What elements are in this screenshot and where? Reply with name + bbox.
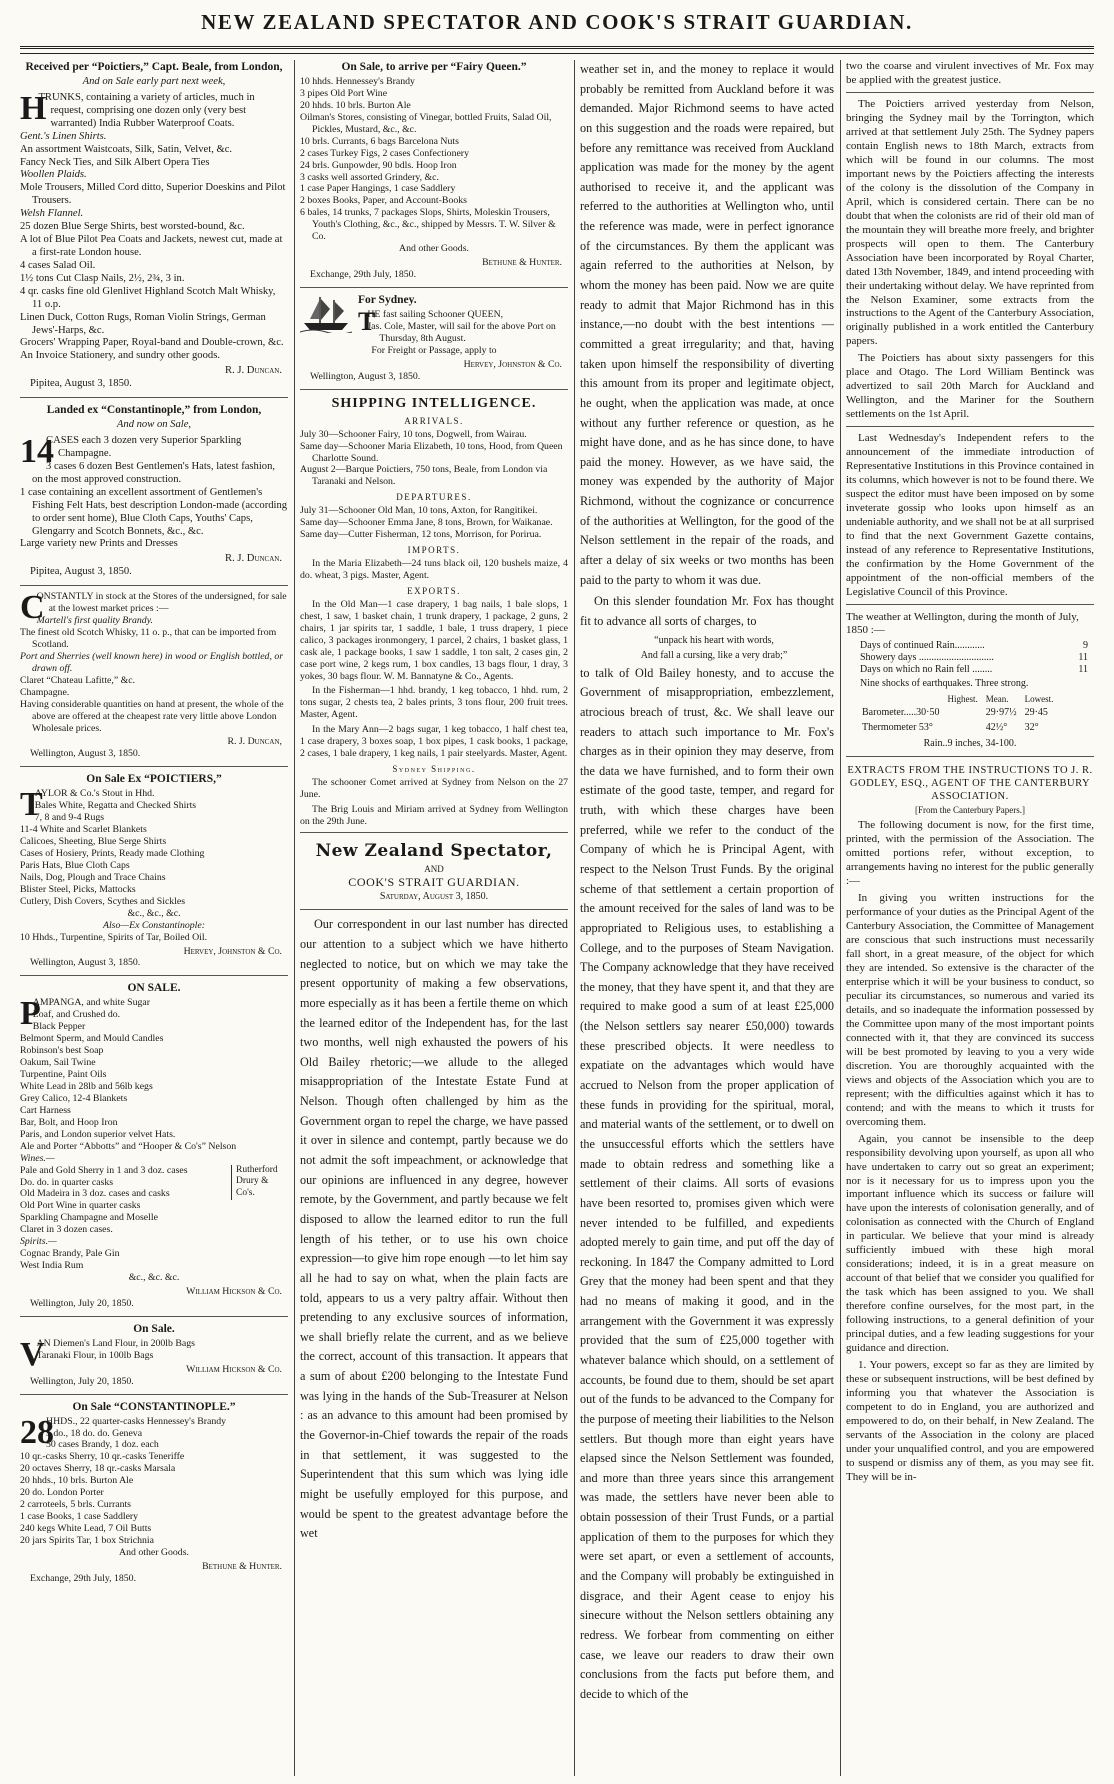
imports-entry: In the Maria Elizabeth—24 tuns black oil, 120 bushels maize, 4 do. wheat, 3 pigs. Master, Agent. bbox=[300, 558, 568, 582]
weather-label: Days of continued Rain............ bbox=[860, 639, 985, 651]
advert-line: Spirits.— bbox=[20, 1236, 57, 1248]
issue-date: Saturday, August 3, 1850. bbox=[379, 891, 489, 903]
advert-line: Port and Sherries (well known here) in wood or English bottled, or drawn off. bbox=[20, 650, 284, 674]
advert-line: AYLOR & Co.'s Stout in Hhd. bbox=[34, 788, 155, 800]
weather-row bbox=[860, 652, 1088, 664]
advert-line: Turpentine, Paint Oils bbox=[20, 1069, 107, 1081]
drop-cap: V bbox=[20, 1335, 45, 1373]
advert-line: 20 jars Spirits Tar, 1 box Strichnia bbox=[20, 1534, 154, 1546]
advert-heading: Landed ex “Constantinople,” from London, bbox=[46, 404, 262, 417]
ship-advert-text bbox=[358, 293, 568, 345]
departure-entry: Same day—Schooner Emma Jane, 8 tons, Brown, for Waikanae. bbox=[300, 517, 553, 529]
imports-heading: IMPORTS. bbox=[407, 545, 461, 556]
exports-heading: EXPORTS. bbox=[407, 585, 461, 596]
advert-date: Wellington, August 3, 1850. bbox=[310, 370, 421, 382]
section-divider bbox=[300, 832, 568, 833]
advert-line: &c., &c., &c. bbox=[127, 907, 181, 919]
weather-table-cell: Thermometer 53° bbox=[862, 721, 933, 733]
advert-line: Welsh Flannel. bbox=[20, 208, 84, 220]
advert-line: 10 qr.-casks Sherry, 10 qr.-casks Teneriffe bbox=[20, 1451, 185, 1463]
weather-label: Showery days .............................. bbox=[860, 651, 994, 663]
wine-list bbox=[20, 1165, 231, 1201]
weather-table bbox=[860, 692, 1061, 735]
advert-line: Belmont Sperm, and Mould Candles bbox=[20, 1033, 164, 1045]
advert-line: 4 qr. casks fine old Glenlivet Highland Scotch Malt Whisky, 11 o.p. bbox=[20, 285, 276, 310]
advert-constantly-in-stock bbox=[20, 591, 288, 760]
section-divider bbox=[846, 92, 1094, 93]
article-paragraph: weather set in, and the money to replace it would probably be remitted from Auckland before it was demanded. Major Richmond seems to have acted on this suggestion and the roads were repaired, but before any remittance was received from Auckland application was made for the money by the agent authorised to receive it, and the applicant was referred to the authorities at Wellington who, until the reference was made, were in perfect ignorance of the circumstances. By them the applicant was again referred to the authorities at Nelson, by whom the money has been paid. Now we are quite ready to admit that Major Richmond has in this instance,—no doubt with the best intentions — committed a great irregularity; and that, having taken upon himself the responsibility of diverting this amount from its proper and legitimate object, he ought, when the application was made, at once without any further reference or question, as he might have done, and as he has since done, to have paid the money. However, as we have said, the money was expended by the authority of Major Richmond, without the cognizance or concurrence of the authorities at Wellington, for the good of the Nelson settlement in the repair of the roads, and after a delay of six weeks or two months has been paid to the party to whom it was due. bbox=[580, 62, 834, 587]
departure-entry: Same day—Cutter Fisherman, 12 tons, Morrison, for Porirua. bbox=[300, 529, 542, 541]
masthead: NEW ZEALAND SPECTATOR AND COOK'S STRAIT GUARDIAN. bbox=[201, 10, 913, 34]
advert-signature: R. J. Duncan, bbox=[227, 736, 282, 748]
advert-line: For Freight or Passage, apply to bbox=[371, 344, 497, 356]
earthquake-note: Nine shocks of earthquakes. Three strong. bbox=[860, 678, 1029, 690]
exports-entry: In the Old Man—1 case drapery, 1 bag nails, 1 bale slops, 1 chest, 1 saw, 1 basket chain, 1 trunk drapery, 1 package, 2 guns, 2 chairs, 1 jar spirits tar, 1 saddle, 1 bale, 1 truss drapery, 1 piece calico, 3 packages ironmongery, 1 parcel, 2 chairs, 1 basket glass, 1 cask ale, 1 package books, 1 saw 1 saddle, 1 ton salt, 2 cases gin, 2 case port wine, 2 kegs rum, 1 box candles, 13 bags flour, 1 dray, 3 yokes, 30 bags flour. W. M. Bannatyne & Co., Agents. bbox=[300, 598, 568, 682]
advert-poictiers-duncan bbox=[20, 60, 288, 391]
advert-line: Mole Trousers, Milled Cord ditto, Superior Doeskins and Pilot Trousers. bbox=[20, 182, 286, 207]
advert-line: 11-4 White and Scarlet Blankets bbox=[20, 824, 147, 836]
article-paragraph: On this slender foundation Mr. Fox has thought fit to advance all sorts of charges, to bbox=[580, 594, 834, 628]
masthead-rule bbox=[20, 46, 1094, 49]
weather-table-row bbox=[862, 707, 1059, 719]
weather-table-cell: 29·97½ bbox=[985, 707, 1017, 719]
sydney-shipping-heading: Sydney Shipping. bbox=[392, 764, 476, 775]
advert-on-sale-hickson bbox=[20, 981, 288, 1309]
weather-table-cell: 42½° bbox=[985, 721, 1008, 733]
ship-advert-row bbox=[300, 293, 568, 345]
news-paragraph-passengers: The Poictiers has about sixty passengers for this place and Otago. The Lord William Bentinck was advertized to sail 20th March for Auckland and Wellington, and the Mariner for the Southern settlements on the 1st April. bbox=[846, 352, 1094, 421]
extract-paragraph: 1. Your powers, except so far as they are limited by these or subsequent instructions, will be best defined by informing you that whatever the Association is competent to do in England, you are authorized and empowered to do, on their behalf, in New Zealand. The servants of the Association in the colony are placed under your unqualified control, and you are empowered to suspend or dismiss any of them, as you may see fit. They will be in- bbox=[846, 1359, 1094, 1483]
weather-table-cell: Barometer.....30·50 bbox=[862, 707, 940, 719]
advert-line: 10 Hhds., Turpentine, Spirits of Tar, Boiled Oil. bbox=[20, 931, 208, 943]
advert-line: Having considerable quantities on hand at present, the whole of the above are offered at the cheapest rate very little above London Wholesale prices. bbox=[20, 698, 284, 734]
advert-subheading: And on Sale early part next week, bbox=[82, 76, 226, 88]
advert-line: Taranaki Flour, in 100lb Bags bbox=[36, 1349, 154, 1361]
weather-value: 11 bbox=[1078, 651, 1088, 663]
weather-table-cell bbox=[862, 694, 945, 705]
advert-line: Bar, Bolt, and Hoop Iron bbox=[20, 1116, 118, 1128]
advert-line: Old Madeira in 3 doz. cases and casks bbox=[20, 1188, 170, 1200]
advert-line: 1½ tons Cut Clasp Nails, 2½, 2¾, 3 in. bbox=[20, 272, 185, 284]
column-divider bbox=[294, 60, 295, 1776]
advert-line: 4 cases Salad Oil. bbox=[20, 259, 96, 271]
extract-heading: EXTRACTS FROM THE INSTRUCTIONS TO J. R. GODLEY, ESQ., AGENT OF THE CANTERBURY ASSOCIATION. bbox=[847, 764, 1093, 802]
advert-line: 50 cases Brandy, 1 doz. each bbox=[46, 1439, 159, 1451]
sydney-shipping-entry: The Brig Louis and Miriam arrived at Sydney from Wellington on the 29th June. bbox=[300, 803, 568, 827]
advert-line: 6 bales, 14 trunks, 7 packages Slops, Shirts, Moleskin Trousers, Youth's Clothing, &c., &c., shipped by Messrs. T. W. Silver & Co. bbox=[300, 207, 556, 243]
shipping-intelligence bbox=[300, 395, 568, 828]
advert-heading: On Sale, to arrive per “Fairy Queen.” bbox=[341, 61, 527, 73]
advert-signature: Bethune & Hunter. bbox=[202, 1560, 282, 1572]
weather-label: Days on which no Rain fell ........ bbox=[860, 664, 993, 676]
advert-line: 10 hhds. Hennessey's Brandy bbox=[300, 76, 415, 88]
advert-constantinople-bethune bbox=[20, 1400, 288, 1585]
arrival-entry: July 30—Schooner Fairy, 10 tons, Dogwell, from Wairau. bbox=[300, 428, 527, 440]
advert-line: An Invoice Stationery, and sundry other goods. bbox=[20, 350, 220, 362]
weather-heading: The weather at Wellington, during the month of July, 1850 :— bbox=[846, 610, 1079, 637]
advert-line: 3 casks well assorted Grindery, &c. bbox=[300, 171, 439, 183]
advert-line: 20 hhds. 10 brls. Burton Ale bbox=[300, 99, 411, 111]
advert-line: Bales White, Regatta and Checked Shirts bbox=[34, 800, 197, 812]
advert-heading: On Sale “CONSTANTINOPLE.” bbox=[72, 1400, 236, 1413]
advert-fairy-queen bbox=[300, 60, 568, 281]
advert-divider bbox=[300, 287, 568, 288]
advert-signature: R. J. Duncan. bbox=[225, 553, 282, 565]
advert-date: Pipitea, August 3, 1850. bbox=[30, 378, 132, 390]
column-divider bbox=[574, 60, 575, 1776]
advert-line: Robinson's best Soap bbox=[20, 1045, 104, 1057]
drop-cap: H bbox=[20, 89, 47, 127]
advert-line: Black Pepper bbox=[32, 1021, 86, 1033]
weather-table-cell bbox=[947, 707, 983, 719]
advert-heading: On Sale. bbox=[133, 1322, 175, 1335]
advert-line: AMPANGA, and white Sugar bbox=[32, 997, 150, 1009]
news-paragraph-independent: Last Wednesday's Independent refers to the announcement of the immediate introduction of Representative Institutions in this Province contained in its columns, which however is not to be found there. We suspect the editor must have been imposed on by some inveterate gossip who looks upon himself as an undeniable authority, and we shall not be at all surprised to find that the next Government Gazette contains, instead of any reference to Representative Institutions, the confirmation by the Home Government of the appointment of the non-official members of the Legislative Council of this Province. bbox=[846, 432, 1094, 598]
advert-line: Oilman's Stores, consisting of Vinegar, bottled Fruits, Salad Oil, Pickles, Mustard, &c., &c. bbox=[300, 111, 552, 135]
column-divider bbox=[840, 60, 841, 1776]
weather-row bbox=[860, 640, 1088, 652]
advert-line: Large variety new Prints and Dresses bbox=[20, 538, 178, 550]
advert-line: Grey Calico, 12-4 Blankets bbox=[20, 1092, 128, 1104]
weather-table-cell: 29·45 bbox=[1024, 707, 1048, 719]
advert-heading: On Sale Ex “POICTIERS,” bbox=[86, 773, 222, 786]
advert-line: 10 brls. Currants, 6 bags Barcelona Nuts bbox=[300, 135, 459, 147]
weather-row bbox=[860, 664, 1088, 676]
advert-signature: Hervey, Johnston & Co. bbox=[183, 945, 282, 957]
departures-heading: DEPARTURES. bbox=[396, 492, 472, 503]
editorial-article-continued bbox=[580, 60, 834, 1705]
advert-line: Claret “Chateau Lafitte,” &c. bbox=[20, 674, 136, 686]
advert-line: HHDS., 22 quarter-casks Hennessey's Brandy bbox=[46, 1415, 227, 1427]
advert-line: Martell's first quality Brandy. bbox=[36, 615, 153, 627]
advert-line: Ale and Porter “Abbotts” and “Hooper & Co's” Nelson bbox=[20, 1140, 237, 1152]
advert-signature: Hervey, Johnston & Co. bbox=[463, 358, 562, 370]
advert-heading: For Sydney. bbox=[358, 293, 417, 306]
verse-line: “unpack his heart with words, bbox=[654, 634, 774, 646]
advert-line: CASES each 3 dozen very Superior Sparkling Champagne. bbox=[46, 435, 242, 459]
advert-line: 3 cases 6 dozen Best Gentlemen's Hats, latest fashion, on the most approved construction. bbox=[32, 460, 276, 485]
advert-date: Wellington, August 3, 1850. bbox=[30, 957, 141, 969]
bracket-label: Rutherford Drury & Co's. bbox=[231, 1165, 288, 1201]
paper-and: AND bbox=[424, 863, 444, 874]
weather-table-header-cell: Mean. bbox=[985, 694, 1009, 705]
section-divider bbox=[846, 426, 1094, 427]
rain-total: Rain..9 inches, 34-100. bbox=[923, 737, 1017, 749]
advert-line: 2 cases Turkey Figs, 2 cases Confectionery bbox=[300, 147, 469, 159]
advert-divider bbox=[20, 975, 288, 976]
advert-line: Champagne. bbox=[20, 686, 70, 698]
advert-line: Sparkling Champagne and Moselle bbox=[20, 1212, 158, 1224]
advert-signature: R. J. Duncan. bbox=[225, 365, 282, 377]
advert-line: And other Goods. bbox=[119, 1546, 189, 1558]
article-paragraph: to talk of Old Bailey honesty, and to accuse the Government of misappropriation, embezzlement, atrocious breach of trust, &c. We shall leave our readers to attach such importance to Mr. Fox's charges as in their opinion they may deserve, from the data we have furnished, and to form their own estimate of the good taste, temper, and regard for truth, with which these charges have been preferred, while we refer to the conduct of the Company of which he is Principal Agent, with respect to the Nelson Trust Funds. By the original scheme of that settlement a certain proportion of the amount received for the sales of land was to be appropriated to Religious uses, to establishing a College, and to the purposes of Steam Navigation. The Company acknowledge that they have received the money, that they have spent it, and that they are required to make good a sum of at least £25,000 (the Nelson settlers say nearer £50,000) towards these prescribed objects. It were needless to expatiate on the advantages which would have accrued to Nelson from the proper application of these funds in providing for the spiritual, moral, and material wants of the settlement, or to dwell on the unsuccessful efforts which the settlers have made to obtain redress and something like a settlement of their claims. All sorts of evasions have been resorted to, promises given which were never intended to be fulfilled, and expedients adopted merely to gain time, and put off the day of reckoning. In 1847 the Company admitted to Lord Grey that the money had been spent and that they had no means of making it good, and in the arrangement with the Government it was expressly provided that the sum of £25,000 together with whatever balance which should, on a settlement of accounts, be found due to them, should be set apart out of the funds to be advanced to the Company for the purpose of meeting their liabilities to the Nelson settlers. But though more than eight years have elapsed since the Nelson Settlement was founded, and more than three years since this arrangement was made, the settlers have never been able to obtain possession of their Trust Funds, or a partial application of them to the purposes for which they were set apart, or even a settlement of accounts, and the Company will probably be extinguished in disgrace, and their Agent cease to enjoy his sinecure without the Nelson settlers obtaining any redress. We forbear from commenting on either case, we leave our readers to draw their own conclusions from the facts put before them, and decide to which of the bbox=[580, 665, 834, 1701]
advert-line: Claret in 3 dozen cases. bbox=[20, 1224, 113, 1236]
advert-line: 1 case Paper Hangings, 1 case Saddlery bbox=[300, 183, 456, 195]
drop-cap: P bbox=[20, 995, 41, 1033]
advert-date: Wellington, August 3, 1850. bbox=[30, 748, 141, 760]
advert-line: Cases of Hosiery, Prints, Ready made Clothing bbox=[20, 848, 205, 860]
advert-line: Oakum, Sail Twine bbox=[20, 1057, 96, 1069]
advert-date: Wellington, July 20, 1850. bbox=[30, 1375, 134, 1387]
advert-for-sydney bbox=[300, 293, 568, 383]
advert-divider bbox=[20, 1394, 288, 1395]
article-paragraph: Our correspondent in our last number has directed our attention to a subject which we have hitherto neglected to notice, but on which we may take the present opportunity of making a few observations, more especially as it has been a fertile theme on which the learned editor of the Independent has, for the last two months, well nigh exhausted the powers of his Old Bailey rhetoric;—we allude to the alleged misappropriation of the Intestate Estate Fund at Nelson. Though often challenged by him as the Government organ to repel the charge, we have passed it over in silence and contempt, partly because we do not admit the soft impeachment, or acknowledge that our opinions are influenced in any degree, however remote, by the Government, and partly because we felt disposed to allow the learned editor to run the full length of his tether, or to use his own choice expression—to give him rope enough —to let him say all he had to say on what, when the plain facts are told, appears to us a very paltry affair. Without then pretending to any exclusive sources of information, we shall briefly relate the current, and as we believe the correct, account of this transaction. It appears that a sum of about £200 belonging to the Intestate Fund was lying in the hands of the Sub-Treasurer at Nelson : as an advance to this amount had been promised by the Governor-in-Chief towards the repair of the roads in that settlement, it was suggested to the Superintendent that this sum which was lying idle might be usefully employed for this purpose, and would be spent to the greatest advantage before the wet bbox=[300, 917, 568, 1541]
advert-line: An assortment Waistcoats, Silk, Satin, Velvet, &c. bbox=[20, 143, 233, 155]
editorial-article bbox=[300, 915, 568, 1544]
exports-entry: In the Fisherman—1 hhd. brandy, 1 keg tobacco, 1 hhd. rum, 2 tons sugar, 2 chests tea, 2 bales prints, 3 tons flour, 200 fruit trees. Master, Agent. bbox=[300, 685, 568, 721]
column-2 bbox=[300, 60, 568, 1776]
advert-line: Fancy Neck Ties, and Silk Albert Opera Ties bbox=[20, 156, 210, 168]
advert-date: Wellington, July 20, 1850. bbox=[30, 1297, 134, 1309]
wine-group bbox=[20, 1165, 288, 1201]
advert-line: 20 hhds., 10 brls. Burton Ale bbox=[20, 1475, 134, 1487]
advert-date: Exchange, 29th July, 1850. bbox=[30, 1572, 137, 1584]
canterbury-extracts bbox=[846, 765, 1094, 1485]
departure-entry: July 31—Schooner Old Man, 10 tons, Axton, for Rangitikei. bbox=[300, 505, 538, 517]
arrival-entry: Same day—Schooner Maria Elizabeth, 10 tons, Hood, from Queen Charlotte Sound. bbox=[300, 440, 563, 464]
advert-divider bbox=[20, 585, 288, 586]
article-paragraph: two the coarse and virulent invectives of Mr. Fox may be applied with the greatest justice. bbox=[846, 60, 1094, 86]
weather-report bbox=[846, 611, 1094, 750]
drop-cap: C bbox=[20, 589, 45, 627]
drop-cap: T bbox=[20, 786, 43, 824]
advert-line: Also—Ex Constantinople: bbox=[102, 919, 206, 931]
advert-line: 3 pipes Old Port Wine bbox=[300, 87, 388, 99]
advert-line: 20 do. London Porter bbox=[20, 1487, 104, 1499]
advert-line: Calicoes, Sheeting, Blue Serge Shirts bbox=[20, 836, 167, 848]
advert-line: White Lead in 28lb and 56lb kegs bbox=[20, 1081, 153, 1092]
advert-line: Do. do. in quarter casks bbox=[20, 1176, 114, 1188]
weather-table-cell bbox=[947, 722, 983, 734]
exports-entry: In the Mary Ann—2 bags sugar, 1 keg tobacco, 1 half chest tea, 1 case drapery, 3 boxes soap, 1 box pipes, 1 cask books, 1 package, 2 cases, 1 bale drapery, 1 keg nails, 1 pair steelyards. Master, Agent. bbox=[300, 724, 568, 760]
advert-divider bbox=[300, 389, 568, 390]
advert-line: Grocers' Wrapping Paper, Royal-band and Double-crown, &c. bbox=[20, 337, 284, 349]
advert-heading: ON SALE. bbox=[127, 982, 181, 995]
advert-line: 20 octaves Sherry, 18 qr.-casks Marsala bbox=[20, 1463, 176, 1475]
sydney-shipping-entry: The schooner Comet arrived at Sydney from Nelson on the 27 June. bbox=[300, 777, 568, 801]
drop-cap: T bbox=[358, 306, 376, 336]
extract-paragraph: Again, you cannot be insensible to the deep responsibility devolving upon yourself, as upon all who have undertaken to carry out so great an experiment; nor is it necessary for us to impress upon you the important influence which its success or failure will have upon the interests of colonisation generally, and of colonisation as connected with the Church of England in particular. We believe that your mind is already sufficiently imbued with these high moral considerations; indeed, it is in a great measure on account of that belief that we consider you qualified for the task which has been assigned to you. We shall therefore confine ourselves, for the most part, in the following instructions, to a general definition of your principal duties, and a few leading suggestions for your guidance and direction. bbox=[846, 1132, 1094, 1355]
advert-line: 25 dozen Blue Serge Shirts, best worsted-bound, &c. bbox=[20, 221, 245, 233]
column-3 bbox=[580, 60, 834, 1776]
advert-line: Nails, Dog, Plough and Trace Chains bbox=[20, 871, 166, 883]
section-divider bbox=[846, 756, 1094, 757]
weather-table-header bbox=[862, 694, 1059, 705]
section-divider bbox=[846, 604, 1094, 605]
advert-line: Paris, and London superior velvet Hats. bbox=[20, 1128, 176, 1140]
advert-divider bbox=[20, 397, 288, 398]
weather-value: 11 bbox=[1078, 664, 1088, 676]
advert-line: &c., &c. &c. bbox=[128, 1272, 180, 1283]
advert-line: AN Diemen's Land Flour, in 200lb Bags bbox=[36, 1337, 195, 1349]
column-4 bbox=[846, 60, 1094, 1776]
advert-heading: Received per “Poictiers,” Capt. Beale, from London, bbox=[25, 61, 283, 73]
advert-line: The finest old Scotch Whisky, 11 o. p., that can be imported from Scotland. bbox=[20, 627, 277, 650]
advert-line: Old Port Wine in quarter casks bbox=[20, 1200, 141, 1212]
paper-title: New Zealand Spectator, bbox=[315, 840, 553, 861]
advert-date: Exchange, 29th July, 1850. bbox=[310, 269, 417, 281]
advert-line: TRUNKS, containing a variety of articles, much in request, comprising one dozen only (very best warranted) India Rubber Waterproof Coats. bbox=[38, 91, 255, 129]
advert-constantinople-duncan bbox=[20, 403, 288, 579]
advert-line: 7, 8 and 9-4 Rugs bbox=[34, 812, 105, 824]
sailing-ship-icon bbox=[300, 293, 352, 333]
advert-line: HE fast sailing Schooner QUEEN, bbox=[367, 308, 504, 320]
advert-line: Blister Steel, Picks, Mattocks bbox=[20, 883, 136, 895]
section-divider bbox=[300, 909, 568, 910]
advert-line: Pale and Gold Sherry in 1 and 3 doz. cases bbox=[20, 1164, 188, 1176]
masthead-rule-thin bbox=[20, 53, 1094, 54]
advert-line: 1 case Books, 1 case Saddlery bbox=[20, 1511, 139, 1523]
weather-table-row bbox=[862, 722, 1059, 734]
advert-line: Linen Duck, Cotton Rugs, Roman Violin Strings, German Jews'-Harps, &c. bbox=[20, 311, 266, 336]
weather-table-header-cell: Highest. bbox=[947, 694, 978, 705]
advert-line: 2 carroteels, 5 brls. Currants bbox=[20, 1499, 131, 1511]
advert-line: 240 kegs White Lead, 7 Oil Butts bbox=[20, 1523, 152, 1535]
advert-line: Wines.— bbox=[20, 1152, 55, 1164]
advert-line: 1 case containing an excellent assortment of Gentlemen's Fishing Felt Hats, best description London-made (according to order sent home), Blue Cloth Caps, Youths' Caps, Glengarry and Scotch Bonnets, &c., &c. bbox=[20, 486, 288, 537]
news-paragraph-poictiers: The Poictiers arrived yesterday from Nelson, bringing the Sydney mail by the Torrington, which arrived at that settlement July 25th. The Sydney papers contain English news to 18th March, extracts from which will be found in our columns. The most important news by the Poictiers affecting the interests of the colony is the dissolution of the Company in April, which is considered certain. There can be no doubt that when the colonists are rid of their old man of the mountain they will breathe more freely, and brighter prospects will open to them. The Canterbury Association have been incorporated by Royal Charter, dated 13th November, 1849, and intend proceeding with their undertaking without delay. We have reprinted from the Nelson Examiner, some extracts from the instructions to the Agent of the Canterbury Association, originally published in a work entitled the Canterbury papers. bbox=[846, 97, 1094, 348]
advert-line: Jas. Cole, Master, will sail for the above Port on Thursday, 8th August. bbox=[367, 320, 556, 344]
advert-line: West India Rum bbox=[20, 1260, 84, 1272]
advert-line: Cognac Brandy, Pale Gin bbox=[20, 1248, 120, 1260]
advert-line: Loaf, and Crushed do. bbox=[32, 1009, 121, 1021]
advert-line: 2 boxes Books, Paper, and Account-Books bbox=[300, 195, 467, 207]
advert-line: 5 do., 18 do. do. Geneva bbox=[46, 1427, 143, 1439]
advert-signature: William Hickson & Co. bbox=[186, 1285, 282, 1297]
advert-line: Gent.'s Linen Shirts. bbox=[20, 130, 107, 142]
advert-line: And other Goods. bbox=[399, 243, 469, 255]
advert-poictiers-taylor bbox=[20, 772, 288, 969]
arrival-entry: August 2—Barque Poictiers, 750 tons, Beale, from London via Taranaki and Nelson. bbox=[300, 464, 548, 488]
column-1 bbox=[20, 60, 288, 1776]
advert-line: Woollen Plaids. bbox=[20, 169, 87, 181]
advert-flour-hickson bbox=[20, 1322, 288, 1388]
weather-table-cell: 32° bbox=[1024, 721, 1039, 733]
extract-paragraph: The following document is now, for the first time, printed, with the permission of the Association. The omitted portions refer, without exception, to arrangements having no interest for the public generally :— bbox=[846, 819, 1094, 888]
advert-line: 24 brls. Gunpowder, 90 bdls. Hoop Iron bbox=[300, 159, 457, 171]
advert-line: ONSTANTLY in stock at the Stores of the undersigned, for sale at the lowest market prices :— bbox=[36, 591, 287, 615]
advert-divider bbox=[20, 766, 288, 767]
drop-cap: 28 bbox=[20, 1413, 54, 1451]
advert-divider bbox=[20, 1316, 288, 1317]
advert-line: Cutlery, Dish Covers, Scythes and Sickles bbox=[20, 895, 186, 907]
extract-paragraph: In giving you written instructions for the performance of your duties as the Principal Agent of the Canterbury Association, the Committee of Management are conscious that such instructions must necessarily fall short, in a great measure, of the object for which they are intended. So extensive is the character of the enterprise which it will be your business to conduct, so peculiar its circumstances, so numerous and varied its details, and so inadequate the information possessed by the Committee upon many of the most important points connected with it, that they are convinced its success will be best promoted by leaving to you a very wide discretion. You are thoroughly acquainted with the views and objects of the Association which you are to represent; with the difficulties against which it has to contend; and with the means to which it trusts for overcoming them. bbox=[846, 892, 1094, 1128]
verse-line: And fall a cursing, like a very drab;” bbox=[640, 649, 788, 661]
advert-subheading: And now on Sale, bbox=[116, 419, 192, 431]
weather-table-header-cell: Lowest. bbox=[1024, 694, 1054, 705]
paper-subtitle: COOK'S STRAIT GUARDIAN. bbox=[348, 874, 520, 889]
weather-value: 9 bbox=[1083, 639, 1088, 651]
advert-signature: William Hickson & Co. bbox=[186, 1363, 282, 1375]
drop-cap: 14 bbox=[20, 433, 54, 471]
advert-line: Cart Harness bbox=[20, 1104, 71, 1116]
advert-signature: Bethune & Hunter. bbox=[482, 257, 562, 269]
shipping-title: SHIPPING INTELLIGENCE. bbox=[331, 395, 537, 411]
arrivals-heading: ARRIVALS. bbox=[404, 415, 464, 426]
extract-source: [From the Canterbury Papers.] bbox=[915, 805, 1025, 816]
advert-date: Pipitea, August 3, 1850. bbox=[30, 566, 132, 578]
advert-line: Paris Hats, Blue Cloth Caps bbox=[20, 859, 130, 871]
advert-line: A lot of Blue Pilot Pea Coats and Jackets, newest cut, made at a first-rate London house. bbox=[20, 234, 283, 258]
